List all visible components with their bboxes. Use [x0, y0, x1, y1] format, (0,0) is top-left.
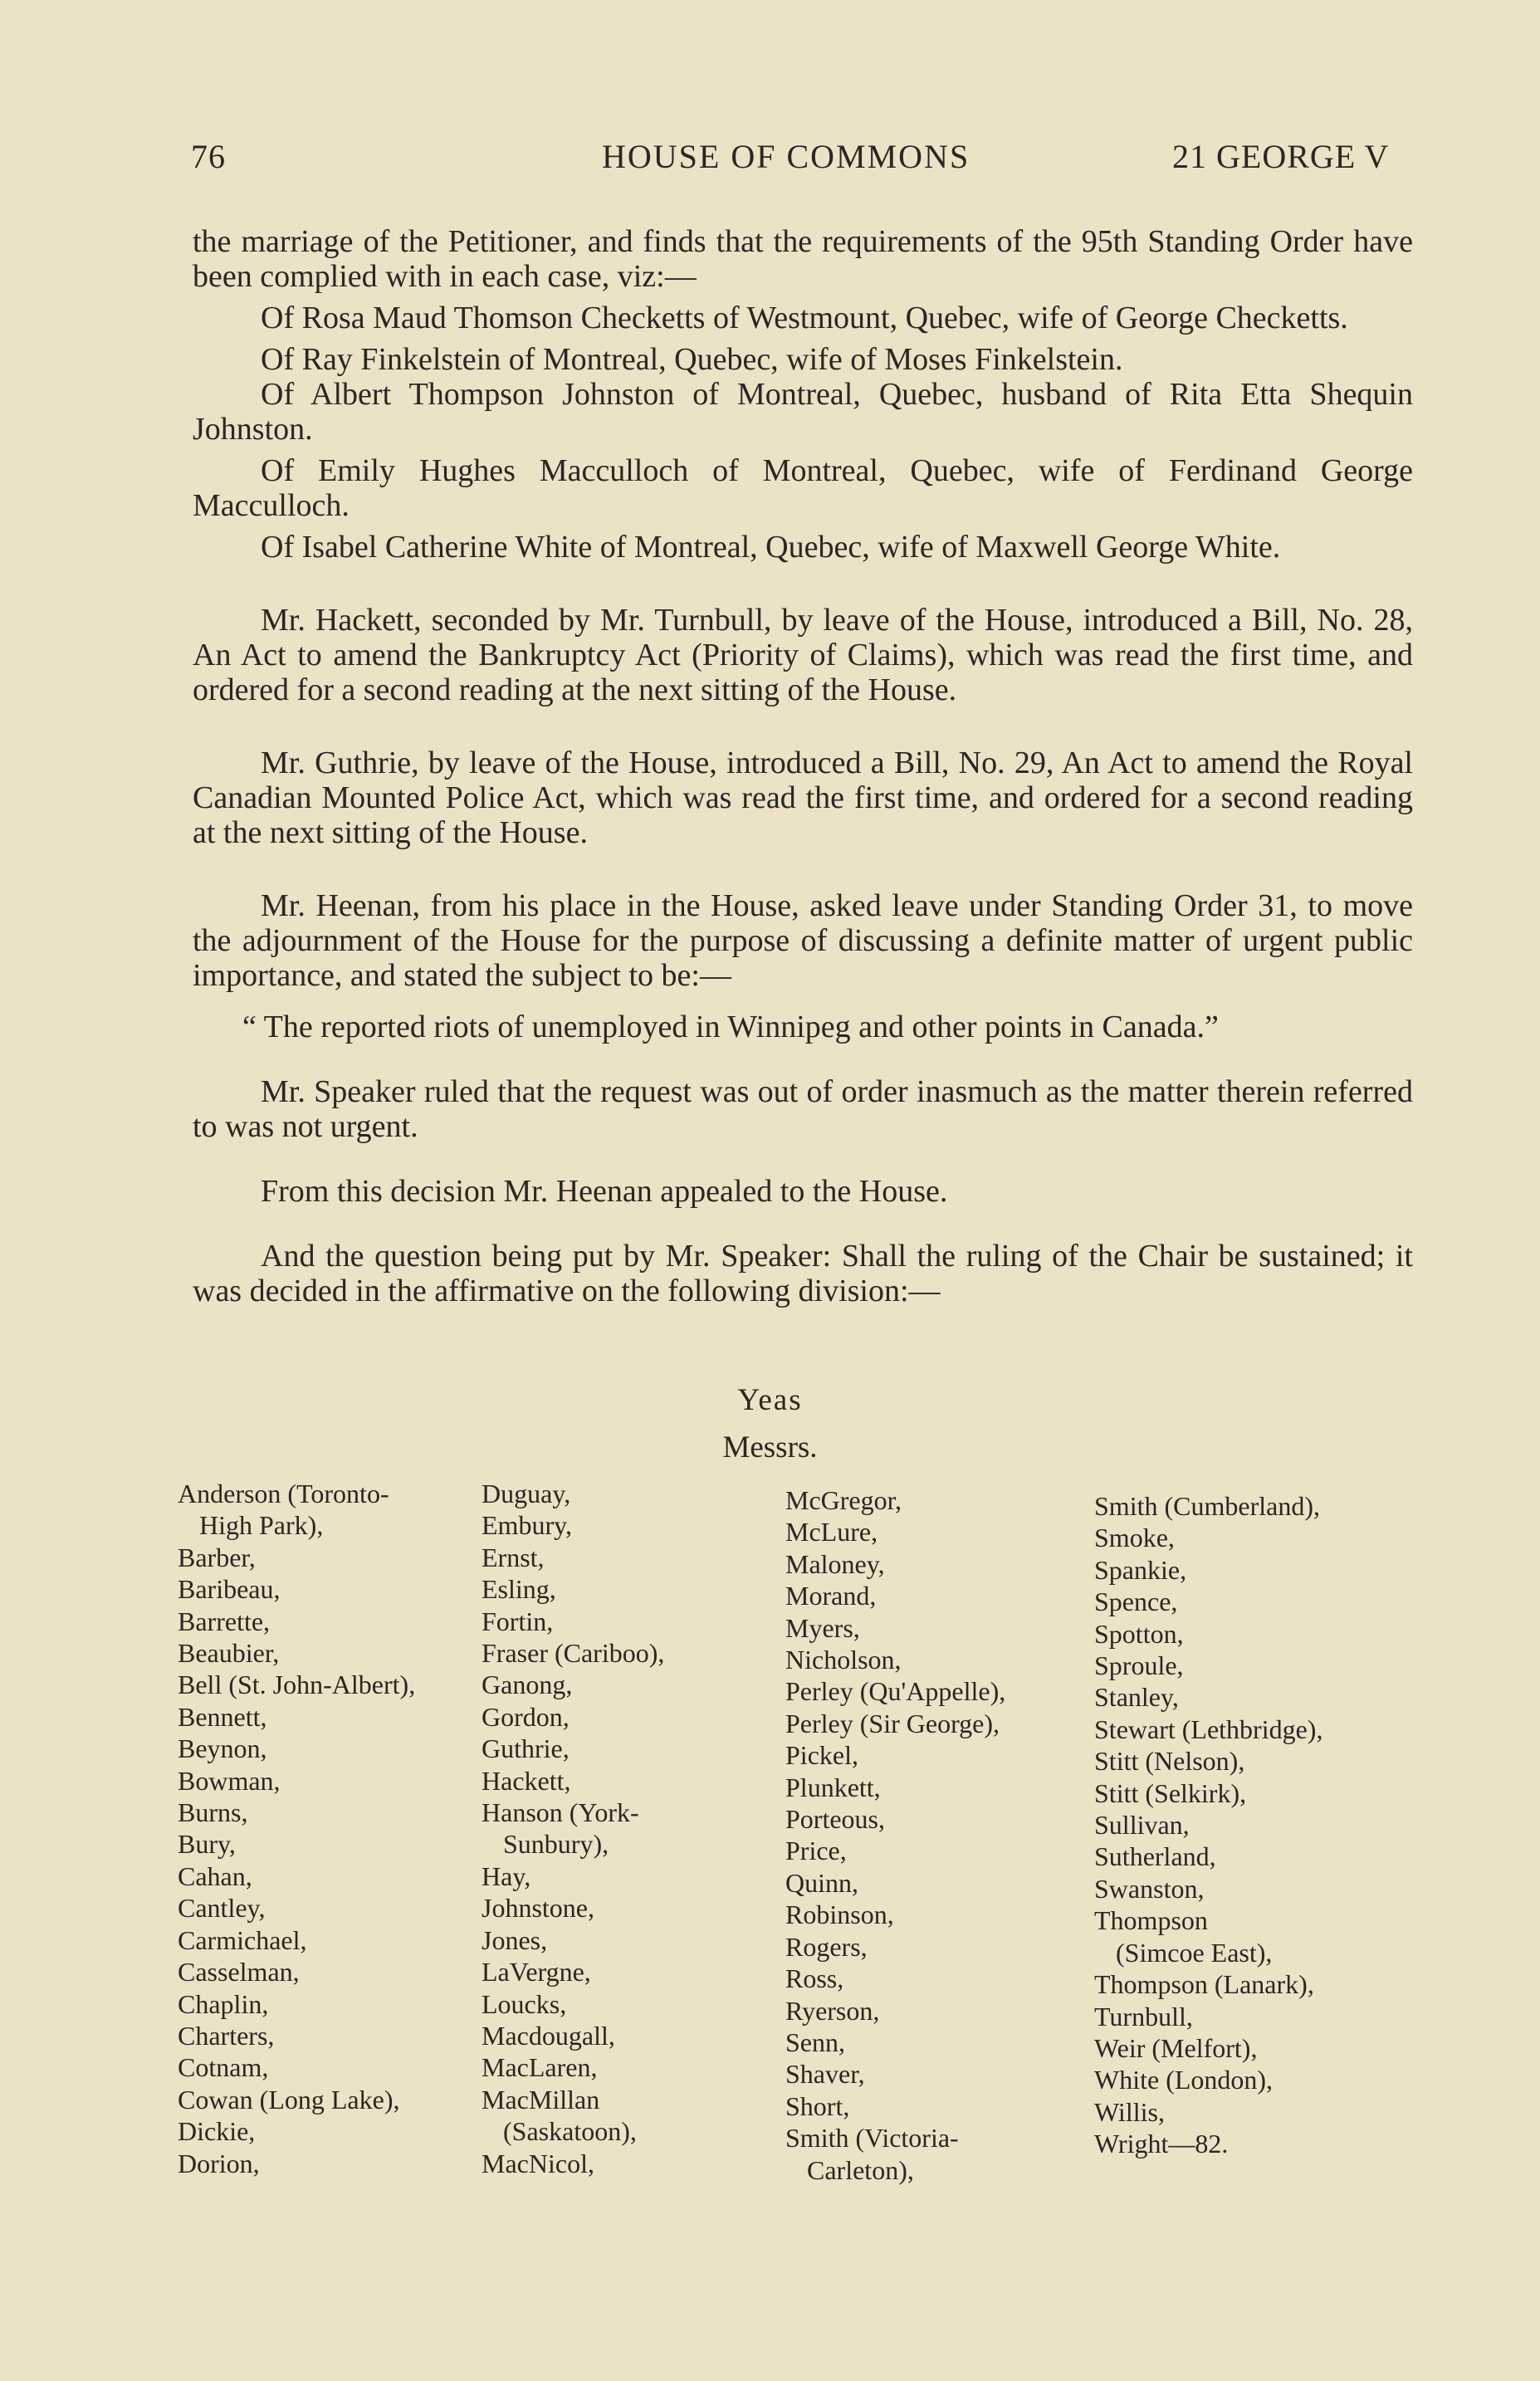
member-name: Morand,	[785, 1581, 877, 1611]
petition-white: Of Isabel Catherine White of Montreal, Quebec, wife of Maxwell George White.	[261, 530, 1281, 565]
member-name: (Saskatoon),	[503, 2116, 637, 2147]
member-name: Beaubier,	[178, 1638, 280, 1669]
member-name: Ernst,	[482, 1542, 545, 1572]
petition-macculloch: Of Emily Hughes Macculloch of Montreal, Quebec, wife of Ferdinand George Macculloch.	[193, 453, 1413, 523]
member-name: Dorion,	[178, 2148, 260, 2178]
journal-body	[193, 224, 1413, 1308]
member-name: Casselman,	[178, 1957, 300, 1987]
member-name: Maloney,	[785, 1548, 885, 1579]
page-number: 76	[191, 138, 226, 175]
member-name: Perley (Sir George),	[785, 1708, 1000, 1738]
member-name: Fortin,	[482, 1606, 554, 1636]
member-name: Cotnam,	[178, 2052, 269, 2083]
member-name: Plunkett,	[785, 1772, 881, 1802]
yeas-column-1	[178, 1478, 415, 2179]
member-name: Johnstone,	[482, 1893, 594, 1924]
member-name: Ganong,	[482, 1670, 573, 1700]
member-name: Hackett,	[482, 1765, 571, 1796]
member-name: Duguay,	[482, 1479, 571, 1508]
paragraph-speaker-ruling: Mr. Speaker ruled that the request was out of order inasmuch as the matter therein referred to was not urgent.	[193, 1074, 1413, 1144]
member-name: (Simcoe East),	[1116, 1937, 1273, 1968]
yeas-column-2	[482, 1478, 664, 2179]
member-name: Ross,	[785, 1963, 844, 1994]
member-name: Pickel,	[785, 1740, 858, 1771]
subject-quote: “ The reported riots of unemployed in Winnipeg and other points in Canada.”	[242, 1010, 1219, 1044]
member-name: Myers,	[785, 1612, 860, 1643]
member-name: MacLaren,	[482, 2052, 598, 2083]
member-name: Loucks,	[482, 1988, 567, 2019]
paragraph-continuation: the marriage of the Petitioner, and finds that the requirements of the 95th Standing Order have been complied with in each case, viz:—	[193, 224, 1413, 294]
member-name: Dickie,	[178, 2116, 256, 2147]
member-name: Senn,	[785, 2027, 845, 2057]
member-name: Carmichael,	[178, 1924, 307, 1955]
member-name: Cantley,	[178, 1893, 266, 1924]
paragraph-adjournment-motion: Mr. Heenan, from his place in the House, asked leave under Standing Order 31, to move the adjournment of the House for the purpose of discussing a definite matter of urgent public importance, and stated the subject to be:—	[193, 888, 1413, 993]
member-name: White (London),	[1094, 2065, 1274, 2095]
paragraph-bill-28: Mr. Hackett, seconded by Mr. Turnbull, by leave of the House, introduced a Bill, No. 28, An Act to amend the Bankruptcy Act (Priority of Claims), which was read the first time, and ordered for a second reading at the next sitting of the House.	[193, 603, 1413, 707]
member-name: Cowan (Long Lake),	[178, 2084, 400, 2115]
member-name: Stewart (Lethbridge),	[1094, 1714, 1323, 1744]
member-name: Smith (Victoria-	[785, 2123, 959, 2154]
member-name: LaVergne,	[482, 1957, 591, 1987]
member-name: Ryerson,	[785, 1995, 880, 2026]
member-name: McGregor,	[785, 1485, 902, 1515]
member-name: Sproule,	[1094, 1650, 1184, 1681]
member-name: Barber,	[178, 1542, 256, 1572]
member-name: Shaver,	[785, 2059, 865, 2090]
member-name: Wright—82.	[1094, 2129, 1229, 2159]
member-name: MacMillan	[482, 2084, 600, 2115]
member-name: Short,	[785, 2090, 850, 2121]
petition-finkelstein: Of Ray Finkelstein of Montreal, Quebec, wife of Moses Finkelstein.	[261, 342, 1123, 377]
member-name: Jones,	[482, 1924, 548, 1955]
member-name: Turnbull,	[1094, 2001, 1193, 2031]
paragraph-bill-29: Mr. Guthrie, by leave of the House, introduced a Bill, No. 29, An Act to amend the Royal Canadian Mounted Police Act, which was read the first time, and ordered for a second reading at the next sitting of the House.	[193, 746, 1413, 850]
yeas-heading: Yeas	[737, 1383, 803, 1417]
member-name: Rogers,	[785, 1931, 868, 1962]
member-name: Thompson	[1094, 1905, 1208, 1936]
paragraph-appeal: From this decision Mr. Heenan appealed to the House.	[261, 1174, 948, 1209]
member-name: Bell (St. John-Albert),	[178, 1670, 416, 1700]
member-name: Weir (Melfort),	[1094, 2032, 1258, 2063]
member-name: Thompson (Lanark),	[1094, 1969, 1314, 2000]
running-title: HOUSE OF COMMONS	[602, 138, 970, 175]
member-name: Cahan,	[178, 1860, 252, 1891]
member-name: Hanson (York-	[482, 1797, 639, 1828]
member-name: Esling,	[482, 1574, 556, 1605]
member-name: Quinn,	[785, 1867, 858, 1898]
member-name: Hay,	[482, 1860, 531, 1891]
member-name: Barrette,	[178, 1606, 271, 1636]
regnal-year: 21 GEORGE V	[1172, 138, 1390, 175]
member-name: Smith (Cumberland),	[1094, 1491, 1320, 1521]
member-name: Sutherland,	[1094, 1841, 1216, 1872]
yeas-column-3	[785, 1484, 1005, 2186]
member-name: MacNicol,	[482, 2148, 594, 2178]
member-name: Chaplin,	[178, 1988, 269, 2019]
paragraph-division-question: And the question being put by Mr. Speaker: Shall the ruling of the Chair be sustained; it was decided in the affirmative on the following division:—	[193, 1239, 1413, 1308]
member-name: Guthrie,	[482, 1733, 570, 1764]
member-name: Bury,	[178, 1829, 236, 1860]
member-name: Stanley,	[1094, 1682, 1179, 1713]
member-name: Fraser (Cariboo),	[482, 1638, 665, 1669]
member-name: Spankie,	[1094, 1554, 1187, 1585]
member-name: Beynon,	[178, 1733, 267, 1764]
member-name: High Park),	[199, 1510, 324, 1541]
member-name: Baribeau,	[178, 1574, 281, 1605]
member-name: Price,	[785, 1836, 847, 1866]
member-name: Willis,	[1094, 2096, 1165, 2127]
member-name: Perley (Qu'Appelle),	[785, 1676, 1006, 1707]
member-name: Spence,	[1094, 1587, 1178, 1617]
messrs-heading: Messrs.	[722, 1430, 818, 1464]
member-name: Gordon,	[482, 1701, 570, 1732]
member-name: Swanston,	[1094, 1873, 1205, 1904]
member-name: Sunbury),	[503, 1829, 609, 1860]
member-name: Nicholson,	[785, 1645, 902, 1675]
member-name: Spotton,	[1094, 1618, 1184, 1649]
member-name: Stitt (Selkirk),	[1094, 1777, 1247, 1808]
member-name: Sullivan,	[1094, 1810, 1190, 1841]
member-name: Carleton),	[807, 2154, 914, 2185]
petition-checketts: Of Rosa Maud Thomson Checketts of Westmount, Quebec, wife of George Checketts.	[261, 301, 1348, 335]
yeas-column-4	[1094, 1490, 1322, 2160]
member-name: Robinson,	[785, 1899, 894, 1930]
petition-johnston: Of Albert Thompson Johnston of Montreal, Quebec, husband of Rita Etta Shequin Johnston.	[193, 377, 1413, 447]
member-name: Anderson (Toronto-	[178, 1479, 389, 1508]
member-name: Stitt (Nelson),	[1094, 1746, 1245, 1777]
member-name: Charters,	[178, 2020, 275, 2051]
member-name: Bennett,	[178, 1701, 267, 1732]
member-name: Embury,	[482, 1510, 573, 1541]
member-name: Macdougall,	[482, 2020, 615, 2051]
member-name: Smoke,	[1094, 1523, 1175, 1553]
member-name: Bowman,	[178, 1765, 281, 1796]
member-name: McLure,	[785, 1517, 878, 1547]
member-name: Porteous,	[785, 1804, 885, 1835]
member-name: Burns,	[178, 1797, 248, 1828]
